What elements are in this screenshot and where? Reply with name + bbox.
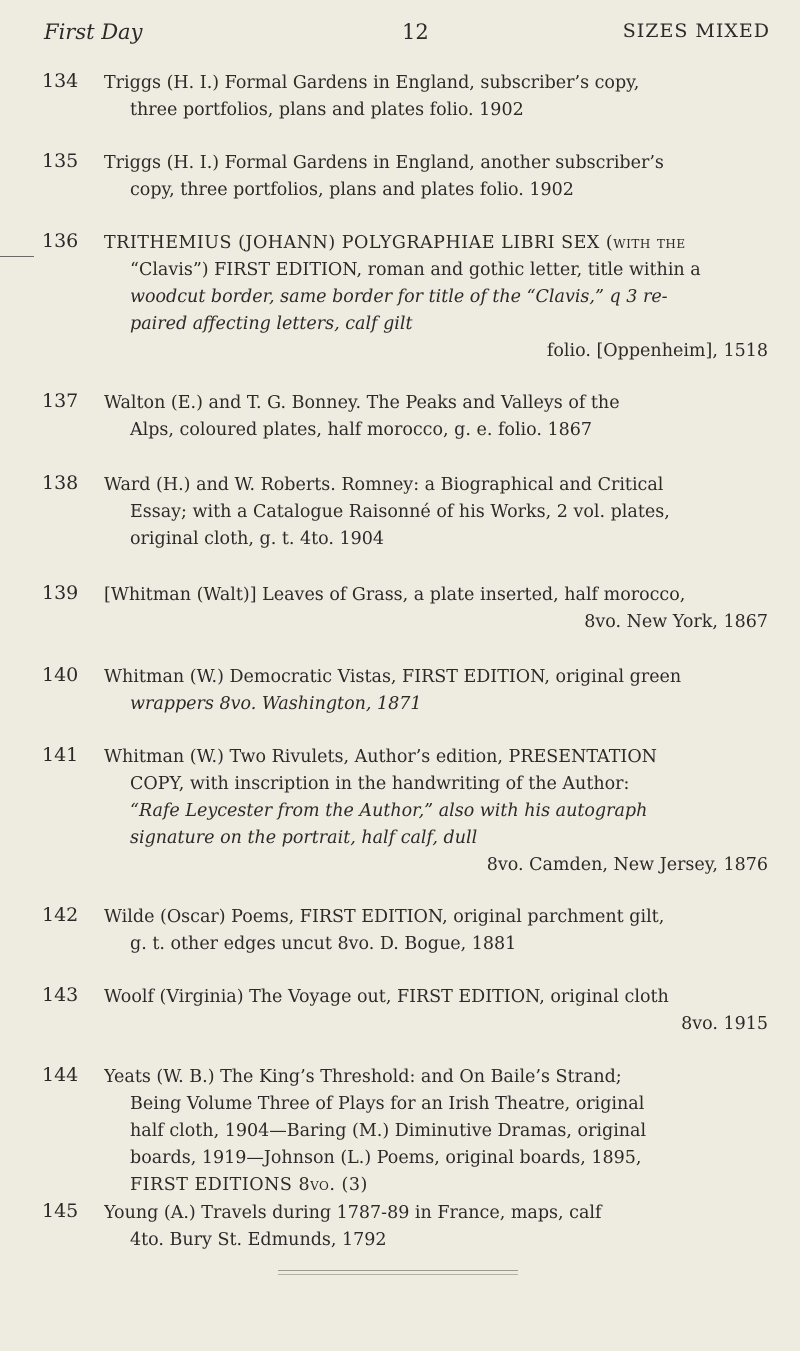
lot-number: 137 [42,390,79,412]
description-line: Triggs (H. I.) Formal Gardens in England, subscriber’s copy, [104,73,640,93]
description-line: Young (A.) Travels during 1787-89 in France, maps, calf [104,1203,602,1223]
description-line: Yeats (W. B.) The King’s Threshold: and On Baile’s Strand; [104,1067,622,1087]
description-line: Ward (H.) and W. Roberts. Romney: a Biographical and Critical [104,475,664,495]
lot-number: 143 [42,984,79,1006]
lot-description [104,744,768,879]
description-line: 8vo. Camden, New Jersey, 1876 [486,855,768,875]
description-line: Woolf (Virginia) The Voyage out, FIRST EDITION, original cloth [104,987,669,1007]
lot-description [104,230,768,365]
description-line: wrappers 8vo. Washington, 1871 [130,694,422,714]
lot-description [104,1064,768,1199]
page-number: 12 [402,20,429,44]
description-line: Wilde (Oscar) Poems, FIRST EDITION, original parchment gilt, [104,907,665,927]
closing-rule [278,1274,518,1275]
header-section: SIZES MIXED [622,20,770,42]
lot-description [104,904,768,958]
description-line: Alps, coloured plates, half morocco, g. e. folio. 1867 [130,420,593,440]
lot-number: 141 [42,744,79,766]
description-line: [Whitman (Walt)] Leaves of Grass, a plate inserted, half morocco, [104,585,686,605]
lot-description [104,150,768,204]
lot-description [104,1200,768,1254]
lot-description [104,664,768,718]
description-line: half cloth, 1904—Baring (M.) Diminutive Dramas, original [130,1121,647,1141]
description-line: COPY, with inscription in the handwriting of the Author: [130,774,630,794]
description-line: TRITHEMIUS (JOHANN) POLYGRAPHIAE LIBRI SEX (with the [104,233,686,253]
description-line: paired affecting letters, calf gilt [130,314,413,334]
lot-number: 139 [42,582,79,604]
lot-number: 142 [42,904,79,926]
description-line: original cloth, g. t. 4to. 1904 [130,529,385,549]
description-line: Whitman (W.) Democratic Vistas, FIRST EDITION, original green [104,667,682,687]
description-line: 4to. Bury St. Edmunds, 1792 [130,1230,387,1250]
margin-pencil-mark [0,228,34,257]
lot-number: 144 [42,1064,79,1086]
description-line: 8vo. 1915 [681,1014,768,1034]
description-line: signature on the portrait, half calf, dull [130,828,478,848]
description-line: Walton (E.) and T. G. Bonney. The Peaks and Valleys of the [104,393,620,413]
description-line: copy, three portfolios, plans and plates folio. 1902 [130,180,574,200]
description-line: Whitman (W.) Two Rivulets, Author’s edition, PRESENTATION [104,747,657,767]
description-line: folio. [Oppenheim], 1518 [546,341,768,361]
description-line: “Rafe Leycester from the Author,” also with his autograph [130,801,648,821]
header-day: First Day [44,20,143,44]
lot-description [104,582,768,636]
description-line: Triggs (H. I.) Formal Gardens in England, another subscriber’s [104,153,664,173]
lot-description [104,984,768,1038]
lot-number: 136 [42,230,79,252]
lot-number: 138 [42,472,79,494]
page-header [44,20,770,56]
description-line: woodcut border, same border for title of the “Clavis,” q 3 re- [130,287,668,307]
closing-rule [278,1270,518,1271]
description-line: 8vo. New York, 1867 [584,612,768,632]
lot-description [104,472,768,553]
description-line: three portfolios, plans and plates folio. 1902 [130,100,524,120]
description-line: “Clavis”) FIRST EDITION, roman and gothic letter, title within a [130,260,701,280]
lot-number: 135 [42,150,79,172]
lot-number: 134 [42,70,79,92]
description-line: Being Volume Three of Plays for an Irish Theatre, original [130,1094,645,1114]
lot-number: 145 [42,1200,79,1222]
lot-description [104,390,768,444]
description-line: g. t. other edges uncut 8vo. D. Bogue, 1881 [130,934,517,954]
description-line: boards, 1919—Johnson (L.) Poems, original boards, 1895, [130,1148,642,1168]
lot-description [104,70,768,124]
description-line: FIRST EDITIONS 8vo. (3) [130,1175,368,1195]
lot-number: 140 [42,664,79,686]
description-line: Essay; with a Catalogue Raisonné of his Works, 2 vol. plates, [130,502,670,522]
